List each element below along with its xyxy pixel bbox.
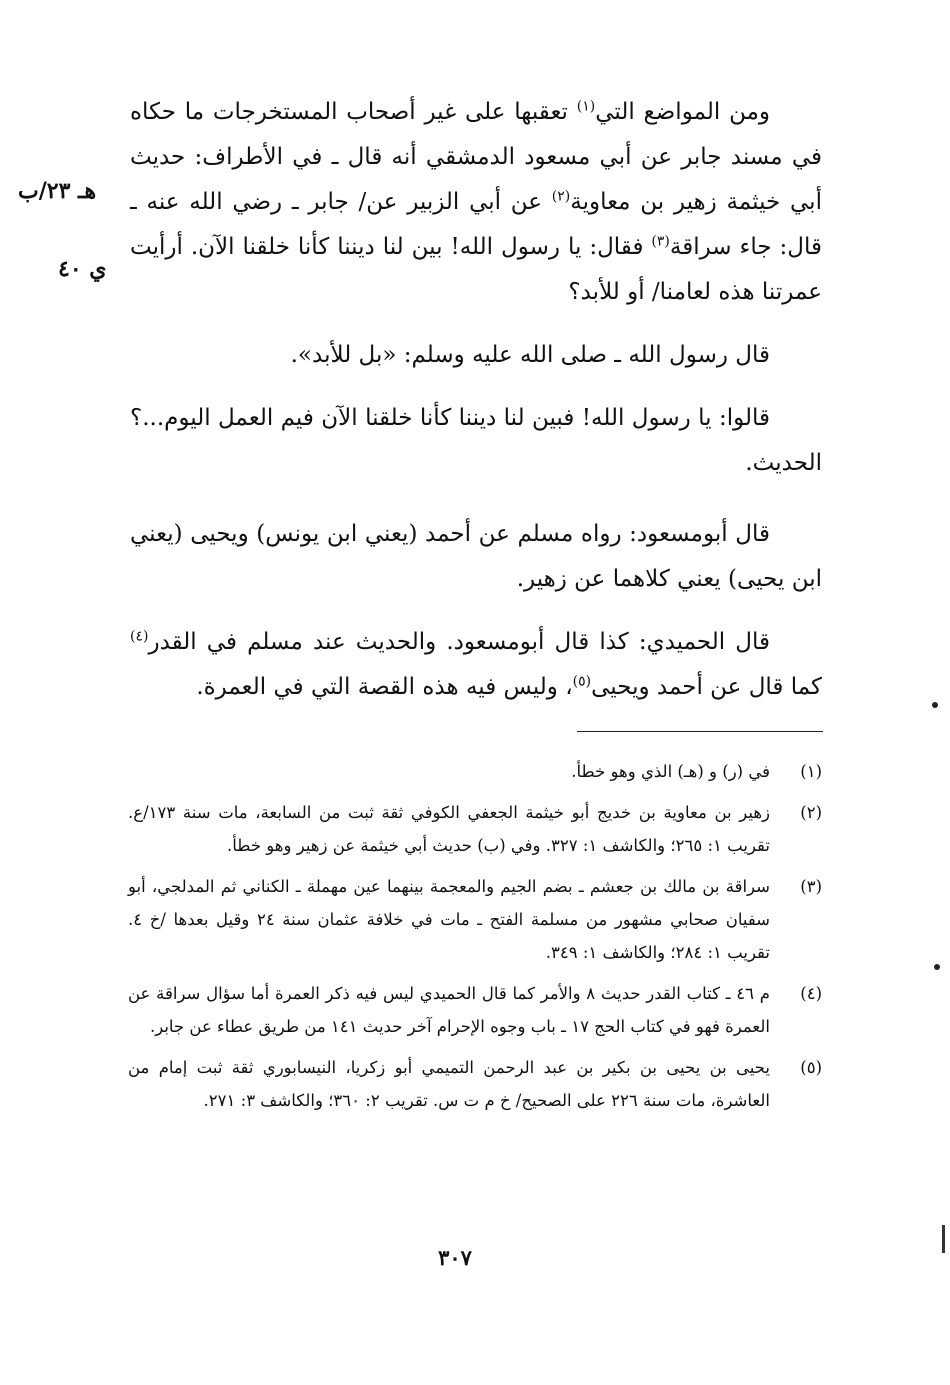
margin-note-manuscript-y: ي ٤٠ [58, 256, 107, 282]
footnote-ref-1[interactable]: (١) [576, 98, 596, 115]
text-segment: قال الحميدي: كذا قال أبومسعود. والحديث عند مسلم في القدر [148, 629, 770, 655]
footnote-1 [128, 755, 822, 788]
paragraph-5 [130, 620, 822, 710]
footnote-text: زهير بن معاوية بن خديج أبو خيثمة الجعفي الكوفي ثقة ثبت من السابعة، مات سنة ١٧٣/ع. تقريب ١: ٢٦٥؛ والكاشف ١: ٣٢٧. وفي (ب) حديث أبي خيثمة عن زهير وهو خطأ. [128, 803, 770, 855]
footnote-number: (٢) [800, 803, 822, 822]
footnote-ref-2[interactable]: (٢) [551, 188, 571, 205]
footnote-number: (٥) [800, 1058, 822, 1077]
text-segment: كما قال عن أحمد ويحيى [591, 674, 822, 700]
footnote-text: م ٤٦ ـ كتاب القدر حديث ٨ والأمر كما قال الحميدي ليس فيه ذكر العمرة أما سؤال سراقة عن العمرة فهو في كتاب الحج ١٧ ـ باب وجوه الإحرام آخر حديث ١٤١ من طريق عطاء عن جابر. [128, 984, 770, 1036]
footnotes [128, 755, 822, 1125]
paragraph-2: قال رسول الله ـ صلى الله عليه وسلم: «بل للأبد». [290, 342, 770, 368]
text-segment: فقال: يا رسول الله! بين لنا ديننا كأنا خلقنا الآن. أرأيت عمرتنا هذه لعامنا/ أو للأبد؟ [130, 234, 822, 305]
text-segment: ومن المواضع التي [595, 99, 770, 125]
main-text [130, 90, 822, 710]
paragraph-4: قال أبومسعود: رواه مسلم عن أحمد (يعني ابن يونس) ويحيى (يعني ابن يحيى) يعني كلاهما عن زهير. [130, 521, 822, 592]
margin-note-manuscript-h: هـ ٢٣/ب [18, 178, 97, 204]
paragraph-1 [130, 90, 822, 315]
footnote-4 [128, 977, 822, 1043]
footnote-text: في (ر) و (هـ) الذي وهو خطأ. [571, 762, 770, 781]
footnote-number: (١) [800, 762, 822, 781]
text-segment: تعقبها على غير أصحاب المستخرجات ما حكاه في مسند جابر عن أبي مسعود الدمشقي أنه قال ـ في الأطراف: حديث أبي خيثمة زهير بن معاوية [130, 99, 822, 215]
page-number: ٣٠٧ [438, 1245, 472, 1270]
scan-speck [934, 964, 940, 970]
footnote-ref-5[interactable]: (٥) [572, 673, 592, 690]
footnote-3 [128, 870, 822, 969]
footnote-text: سراقة بن مالك بن جعشم ـ بضم الجيم والمعجمة بينهما عين مهملة ـ الكناني ثم المدلجي، أبو سفيان صحابي مشهور من مسلمة الفتح ـ مات في خلافة عثمان سنة ٢٤ وقيل بعدها /خ ٤. تقريب ١: ٢٨٤؛ والكاشف ١: ٣٤٩. [128, 877, 771, 962]
footnote-number: (٣) [800, 877, 822, 896]
footnote-number: (٤) [800, 984, 822, 1003]
paragraph-3: قالوا: يا رسول الله! فبين لنا ديننا كأنا خلقنا الآن فيم العمل اليوم...؟ الحديث. [130, 405, 822, 476]
footnote-5 [128, 1051, 822, 1117]
footnote-text: يحيى بن يحيى بن بكير بن عبد الرحمن التميمي أبو زكريا، النيسابوري ثقة ثبت إمام من العاشرة، مات سنة ٢٢٦ على الصحيح/ خ م ت س. تقريب ٢: ٣٦٠؛ والكاشف ٣: ٢٧١. [128, 1058, 770, 1110]
text-segment: عن أبي الزبير عن/ جابر ـ رضي الله عنه ـ قال: جاء سراقة [130, 189, 822, 260]
footnote-separator [577, 731, 823, 732]
scan-speck [932, 702, 938, 708]
scan-edge-mark [942, 1225, 945, 1253]
text-segment: ، وليس فيه هذه القصة التي في العمرة. [196, 674, 573, 700]
footnote-ref-4[interactable]: (٤) [130, 628, 149, 645]
footnote-2 [128, 796, 822, 862]
footnote-ref-3[interactable]: (٣) [651, 233, 670, 250]
